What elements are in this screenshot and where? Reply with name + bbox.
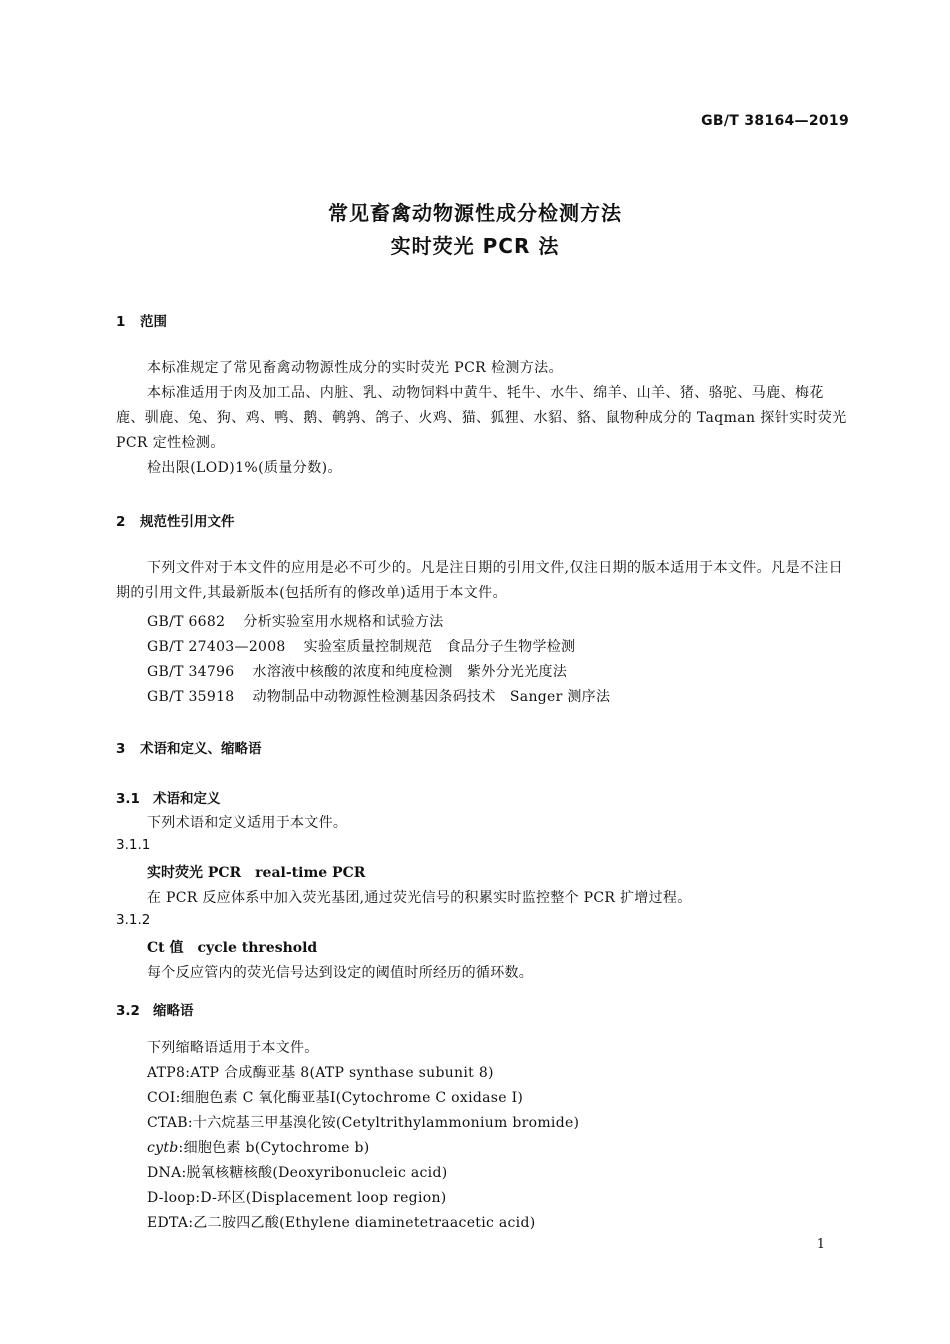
abbreviation-item	[147, 1212, 535, 1232]
reference-code: GB/T 27403—2008	[147, 639, 286, 655]
section-title: 术语和定义、缩略语	[140, 741, 262, 757]
section-number: 3.2	[116, 1003, 140, 1019]
abbreviation-text: :乙二胺四乙酸(Ethylene diaminetetraacetic acid)	[188, 1215, 536, 1231]
section-1-heading	[116, 310, 167, 330]
paragraph: 本标准适用于肉及加工品、内脏、乳、动物饲料中黄牛、牦牛、水牛、绵羊、山羊、猪、骆驼、马鹿、梅花鹿、驯鹿、兔、狗、鸡、鸭、鹅、鹌鹑、鸽子、火鸡、猫、狐狸、水貂、貉、鼠物种成分的 Taqman 探针实时荧光 PCR 定性检测。	[116, 385, 847, 451]
reference-item	[147, 611, 444, 631]
abbreviation-text: :细胞色素 b(Cytochrome b)	[178, 1140, 370, 1156]
abbreviation-text: :细胞色素 C 氧化酶亚基Ⅰ(Cytochrome C oxidase Ⅰ)	[175, 1090, 524, 1106]
abbreviation-key: EDTA	[147, 1215, 189, 1231]
clause-number: 3.1.1	[116, 837, 151, 853]
abbreviation-item	[147, 1062, 494, 1082]
abbreviation-item	[147, 1087, 523, 1107]
reference-title: 水溶液中核酸的浓度和纯度检测 紫外分光光度法	[252, 664, 568, 680]
abbreviation-item	[147, 1187, 447, 1207]
paragraph: 下列缩略语适用于本文件。	[147, 1040, 319, 1056]
section-title: 缩略语	[153, 1003, 194, 1019]
section-number: 2	[116, 514, 126, 530]
abbreviation-text: :脱氧核糖核酸(Deoxyribonucleic acid)	[181, 1165, 448, 1181]
paragraph: 下列文件对于本文件的应用是必不可少的。凡是注日期的引用文件,仅注日期的版本适用于本文件。凡是不注日期的引用文件,其最新版本(包括所有的修改单)适用于本文件。	[116, 560, 844, 601]
section-title: 范围	[140, 314, 167, 330]
paragraph: 下列术语和定义适用于本文件。	[147, 815, 348, 831]
clause-number: 3.1.2	[116, 912, 151, 928]
document-subtitle: 实时荧光 PCR 法	[390, 234, 560, 258]
section-number: 1	[116, 314, 126, 330]
abbreviation-key: CTAB	[147, 1115, 188, 1131]
section-number: 3.1	[116, 791, 140, 807]
section-3-heading	[116, 737, 262, 757]
paragraph: 检出限(LOD)1%(质量分数)。	[147, 460, 342, 476]
abbreviation-key: cytb	[147, 1140, 179, 1156]
section-title: 规范性引用文件	[140, 514, 235, 530]
document-title: 常见畜禽动物源性成分检测方法	[328, 201, 622, 225]
section-3-2-heading	[116, 999, 194, 1019]
section-title: 术语和定义	[153, 791, 221, 807]
reference-item	[147, 636, 575, 656]
reference-title: 动物制品中动物源性检测基因条码技术 Sanger 测序法	[252, 689, 611, 705]
reference-code: GB/T 34796	[147, 664, 235, 680]
standard-code: GB/T 38164—2019	[701, 113, 849, 129]
reference-item	[147, 661, 567, 681]
section-2-heading	[116, 510, 235, 530]
section-number: 3	[116, 741, 126, 757]
abbreviation-key: DNA	[147, 1165, 182, 1181]
abbreviation-text: :D-环区(Displacement loop region)	[195, 1190, 447, 1206]
abbreviation-item	[147, 1137, 370, 1157]
abbreviation-item	[147, 1112, 579, 1132]
abbreviation-text: :十六烷基三甲基溴化铵(Cetyltrithylammonium bromide)	[187, 1115, 580, 1131]
abbreviation-item	[147, 1162, 447, 1182]
term-heading: 实时荧光 PCR real-time PCR	[147, 865, 366, 881]
page-number: 1	[816, 1237, 825, 1252]
abbreviation-key: ATP8	[147, 1065, 186, 1081]
term-definition: 每个反应管内的荧光信号达到设定的阈值时所经历的循环数。	[147, 965, 534, 981]
abbreviation-key: D-loop	[147, 1190, 196, 1206]
reference-item	[147, 686, 610, 706]
term-heading: Ct 值 cycle threshold	[147, 940, 318, 956]
paragraph: 本标准规定了常见畜禽动物源性成分的实时荧光 PCR 检测方法。	[147, 360, 563, 376]
reference-title: 实验室质量控制规范 食品分子生物学检测	[303, 639, 576, 655]
reference-code: GB/T 6682	[147, 614, 226, 630]
term-definition: 在 PCR 反应体系中加入荧光基团,通过荧光信号的积累实时监控整个 PCR 扩增过程。	[147, 890, 692, 906]
reference-code: GB/T 35918	[147, 689, 235, 705]
abbreviation-key: COⅠ	[147, 1090, 176, 1106]
section-3-1-heading	[116, 787, 221, 807]
reference-title: 分析实验室用水规格和试验方法	[243, 614, 444, 630]
abbreviation-text: :ATP 合成酶亚基 8(ATP synthase subunit 8)	[185, 1065, 494, 1081]
